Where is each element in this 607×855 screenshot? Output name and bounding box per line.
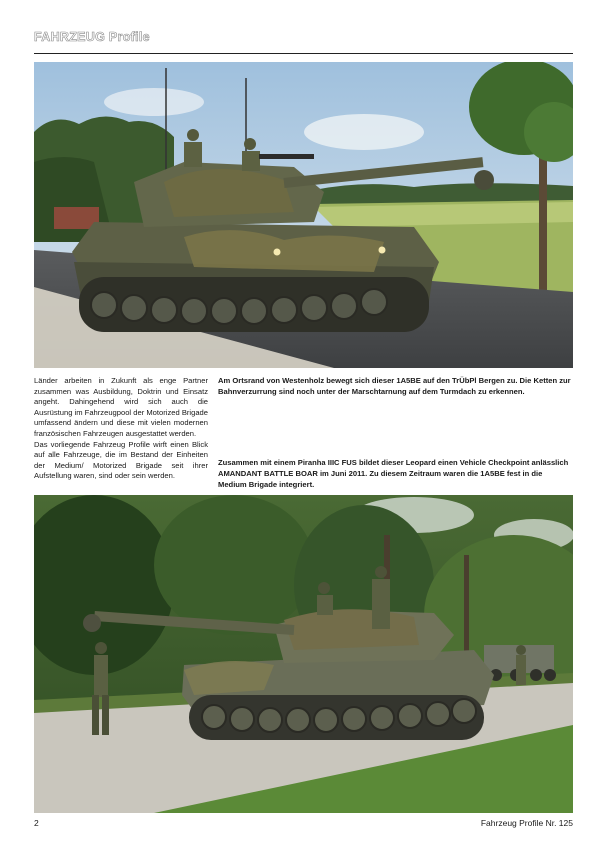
header-rule <box>34 53 573 54</box>
body-paragraph-1: Länder arbeiten in Zukunft als enge Partner zusammen was Ausbildung, Doktrin und Einsatz angeht. Dahingehend wird sich auch die Ausrüstung im Fahrzeugpool der Motorized Brigade umfassend ändern und diese mit vielen modernen französischen Fahrzeugen ausgestattet werden. <box>34 376 208 438</box>
publication-name: Fahrzeug Profile Nr. 125 <box>480 818 573 828</box>
body-text-column <box>34 376 208 482</box>
body-paragraph-2: Das vorliegende Fahrzeug Profile wirft einen Blick auf alle Fahrzeuge, die im Bestand der Einheiten der Medium/ Motorized Brigade seit ihrer Aufstellung waren, sind oder sein werden. <box>34 439 208 481</box>
caption-bottom-photo: Zusammen mit einem Piranha IIIC FUS bildet dieser Leopard einen Vehicle Checkpoint anlässlich AMANDANT BATTLE BOAR im Juni 2011. Zu diesem Zeitraum waren die 1A5BE fest in die Medium Brigade integriert. <box>218 458 569 489</box>
photo-tank-checkpoint <box>34 495 573 813</box>
page-number: 2 <box>34 818 39 828</box>
photo-tank-on-road <box>34 62 573 368</box>
caption-top-photo: Am Ortsrand von Westenholz bewegt sich dieser 1A5BE auf den TrÜbPl Bergen zu. Die Ketten zur Bahnverzurrung sind noch unter der Marschtarnung auf dem Turmdach zu erkennen. <box>218 376 571 396</box>
running-header: FAHRZEUG Profile <box>34 30 150 44</box>
